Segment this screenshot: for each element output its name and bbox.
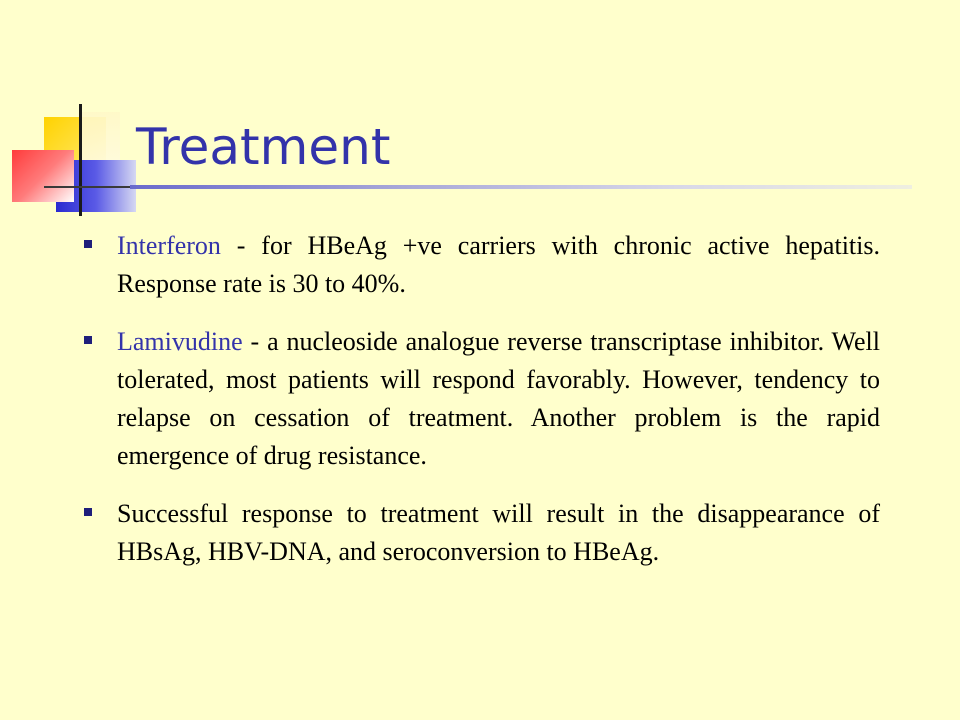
bullet-item-successful-response: [84, 495, 880, 571]
bullet-text: Successful response to treatment will result in the disappearance of HBsAg, HBV-DNA, and seroconversion to HBeAg.: [117, 499, 880, 566]
bullet-text: - for HBeAg +ve carriers with chronic active hepatitis. Response rate is 30 to 40%.: [117, 231, 880, 298]
bullet-term: Lamivudine: [117, 327, 243, 356]
bullet-item-interferon: [84, 227, 880, 303]
square-bullet-icon: [84, 508, 92, 516]
square-bullet-icon: [84, 336, 92, 344]
red-square-shape: [12, 150, 74, 202]
bullet-item-lamivudine: [84, 323, 880, 475]
vertical-rule: [79, 104, 82, 216]
slide-title: Treatment: [136, 118, 391, 176]
bullet-term: Interferon: [117, 231, 221, 260]
short-horizontal-rule: [44, 186, 132, 188]
bullet-text: - a nucleoside analogue reverse transcriptase inhibitor. Well tolerated, most patients will respond favorably. However, tendency to relapse on cessation of treatment. Another problem is the rapid emergence of drug resistance.: [117, 327, 880, 470]
bullet-list: [84, 227, 880, 591]
square-bullet-icon: [84, 240, 92, 248]
title-underline: [130, 185, 912, 189]
